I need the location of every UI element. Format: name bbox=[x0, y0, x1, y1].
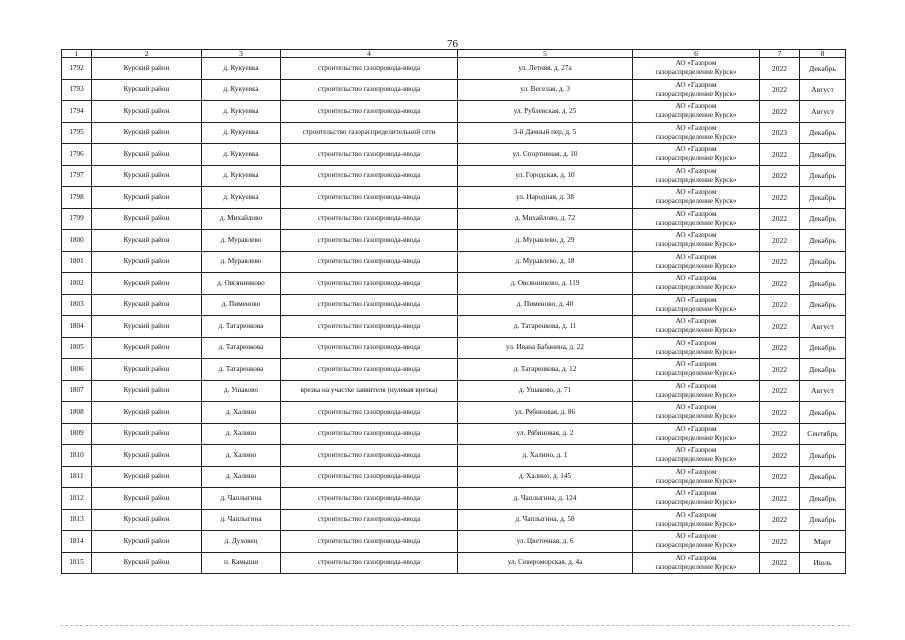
table-row bbox=[62, 208, 846, 230]
district-cell: Курский район bbox=[92, 423, 202, 445]
organization-line-1: АО «Газпром bbox=[675, 59, 717, 68]
organization-cell bbox=[633, 509, 760, 531]
settlement-cell: д. Чаплыгина bbox=[202, 488, 281, 510]
work-type-cell: строительство газопровода-ввода bbox=[281, 101, 458, 123]
work-type-cell: строительство газопровода-ввода bbox=[281, 144, 458, 166]
address-cell: д. Татаренкова, д. 11 bbox=[458, 316, 633, 338]
table-row bbox=[62, 466, 846, 488]
district-cell: Курский район bbox=[92, 79, 202, 101]
row-number-cell: 1802 bbox=[62, 273, 92, 295]
settlement-cell: д. Татаренкова bbox=[202, 337, 281, 359]
table-row bbox=[62, 144, 846, 166]
settlement-cell: д. Чаплыгина bbox=[202, 509, 281, 531]
table-row bbox=[62, 101, 846, 123]
organization-line-2: газораспределение Курск» bbox=[655, 304, 737, 313]
row-number-cell: 1799 bbox=[62, 208, 92, 230]
organization-line-1: АО «Газпром bbox=[675, 403, 717, 412]
organization-cell bbox=[633, 208, 760, 230]
organization-line-2: газораспределение Курск» bbox=[655, 218, 737, 227]
address-cell: ул. Североморская, д. 4а bbox=[458, 552, 633, 574]
address-cell: д. Татаренкова, д. 12 bbox=[458, 359, 633, 381]
year-cell: 2022 bbox=[760, 101, 800, 123]
row-number-cell: 1805 bbox=[62, 337, 92, 359]
gasification-schedule-table bbox=[61, 49, 846, 574]
table-row bbox=[62, 294, 846, 316]
district-cell: Курский район bbox=[92, 165, 202, 187]
organization-line-2: газораспределение Курск» bbox=[655, 240, 737, 249]
table-row bbox=[62, 316, 846, 338]
settlement-cell: д. Кукуевка bbox=[202, 101, 281, 123]
month-cell: Декабрь bbox=[800, 294, 846, 316]
month-cell: Сентябрь bbox=[800, 423, 846, 445]
page-number: 76 bbox=[447, 38, 458, 50]
year-cell: 2022 bbox=[760, 445, 800, 467]
row-number-cell: 1795 bbox=[62, 122, 92, 144]
page-bottom-artifact bbox=[60, 625, 850, 626]
work-type-cell: строительство газопровода-ввода bbox=[281, 552, 458, 574]
district-cell: Курский район bbox=[92, 230, 202, 252]
organization-line-1: АО «Газпром bbox=[675, 532, 717, 541]
organization-line-2: газораспределение Курск» bbox=[655, 433, 737, 442]
column-number: 3 bbox=[202, 50, 281, 58]
district-cell: Курский район bbox=[92, 101, 202, 123]
table-row bbox=[62, 552, 846, 574]
table-row bbox=[62, 531, 846, 553]
month-cell: Март bbox=[800, 531, 846, 553]
organization-cell bbox=[633, 531, 760, 553]
settlement-cell: д. Муравлево bbox=[202, 251, 281, 273]
year-cell: 2022 bbox=[760, 294, 800, 316]
settlement-cell: д. Халино bbox=[202, 423, 281, 445]
work-type-cell: строительство газопровода-ввода bbox=[281, 359, 458, 381]
district-cell: Курский район bbox=[92, 294, 202, 316]
row-number-cell: 1792 bbox=[62, 58, 92, 80]
organization-line-1: АО «Газпром bbox=[675, 166, 717, 175]
year-cell: 2022 bbox=[760, 251, 800, 273]
month-cell: Декабрь bbox=[800, 359, 846, 381]
settlement-cell: д. Ушаково bbox=[202, 380, 281, 402]
month-cell: Декабрь bbox=[800, 273, 846, 295]
district-cell: Курский район bbox=[92, 251, 202, 273]
year-cell: 2022 bbox=[760, 273, 800, 295]
organization-line-2: газораспределение Курск» bbox=[655, 412, 737, 421]
year-cell: 2022 bbox=[760, 208, 800, 230]
district-cell: Курский район bbox=[92, 552, 202, 574]
table-row bbox=[62, 337, 846, 359]
settlement-cell: д. Татаренкова bbox=[202, 359, 281, 381]
year-cell: 2023 bbox=[760, 122, 800, 144]
organization-line-1: АО «Газпром bbox=[675, 102, 717, 111]
table-row bbox=[62, 273, 846, 295]
organization-cell bbox=[633, 122, 760, 144]
year-cell: 2022 bbox=[760, 488, 800, 510]
organization-cell bbox=[633, 273, 760, 295]
table-row bbox=[62, 488, 846, 510]
district-cell: Курский район bbox=[92, 273, 202, 295]
work-type-cell: строительство газопровода-ввода bbox=[281, 509, 458, 531]
address-cell: 3-й Дачный пер, д. 5 bbox=[458, 122, 633, 144]
table-row bbox=[62, 187, 846, 209]
organization-line-2: газораспределение Курск» bbox=[655, 89, 737, 98]
table-row bbox=[62, 58, 846, 80]
row-number-cell: 1815 bbox=[62, 552, 92, 574]
address-cell: д. Чаплыгина, д. 58 bbox=[458, 509, 633, 531]
address-cell: д. Муравлево, д. 18 bbox=[458, 251, 633, 273]
table-row bbox=[62, 445, 846, 467]
month-cell: Декабрь bbox=[800, 488, 846, 510]
year-cell: 2022 bbox=[760, 552, 800, 574]
row-number-cell: 1803 bbox=[62, 294, 92, 316]
table-row bbox=[62, 423, 846, 445]
district-cell: Курский район bbox=[92, 58, 202, 80]
address-cell: ул. Народная, д. 38 bbox=[458, 187, 633, 209]
work-type-cell: строительство газораспределительной сети bbox=[281, 122, 458, 144]
row-number-cell: 1798 bbox=[62, 187, 92, 209]
organization-line-1: АО «Газпром bbox=[675, 510, 717, 519]
year-cell: 2022 bbox=[760, 509, 800, 531]
organization-cell bbox=[633, 165, 760, 187]
settlement-cell: д. Кукуевка bbox=[202, 144, 281, 166]
address-cell: д. Халино, д. 145 bbox=[458, 466, 633, 488]
address-cell: ул. Летняя, д. 27а bbox=[458, 58, 633, 80]
month-cell: Декабрь bbox=[800, 165, 846, 187]
address-cell: ул. Рябиновая, д. 2 bbox=[458, 423, 633, 445]
work-type-cell: строительство газопровода-ввода bbox=[281, 208, 458, 230]
organization-line-2: газораспределение Курск» bbox=[655, 68, 737, 77]
work-type-cell: врезка на участке заявителя (нулевая врезка) bbox=[281, 380, 458, 402]
work-type-cell: строительство газопровода-ввода bbox=[281, 488, 458, 510]
organization-line-2: газораспределение Курск» bbox=[655, 476, 737, 485]
work-type-cell: строительство газопровода-ввода bbox=[281, 58, 458, 80]
organization-line-1: АО «Газпром bbox=[675, 489, 717, 498]
organization-cell bbox=[633, 144, 760, 166]
district-cell: Курский район bbox=[92, 359, 202, 381]
year-cell: 2022 bbox=[760, 58, 800, 80]
row-number-cell: 1807 bbox=[62, 380, 92, 402]
organization-cell bbox=[633, 187, 760, 209]
organization-cell bbox=[633, 251, 760, 273]
row-number-cell: 1793 bbox=[62, 79, 92, 101]
row-number-cell: 1812 bbox=[62, 488, 92, 510]
organization-line-1: АО «Газпром bbox=[675, 360, 717, 369]
organization-line-1: АО «Газпром bbox=[675, 252, 717, 261]
column-number: 4 bbox=[281, 50, 458, 58]
year-cell: 2022 bbox=[760, 359, 800, 381]
column-number: 6 bbox=[633, 50, 760, 58]
organization-line-2: газораспределение Курск» bbox=[655, 261, 737, 270]
month-cell: Декабрь bbox=[800, 122, 846, 144]
table-row bbox=[62, 402, 846, 424]
address-cell: ул. Рябиновая, д. 86 bbox=[458, 402, 633, 424]
year-cell: 2022 bbox=[760, 466, 800, 488]
district-cell: Курский район bbox=[92, 316, 202, 338]
month-cell: Август bbox=[800, 79, 846, 101]
work-type-cell: строительство газопровода-ввода bbox=[281, 294, 458, 316]
row-number-cell: 1804 bbox=[62, 316, 92, 338]
work-type-cell: строительство газопровода-ввода bbox=[281, 445, 458, 467]
organization-cell bbox=[633, 230, 760, 252]
table-row bbox=[62, 165, 846, 187]
settlement-cell: д. Кукуевка bbox=[202, 79, 281, 101]
organization-cell bbox=[633, 380, 760, 402]
address-cell: ул. Цветочная, д. 6 bbox=[458, 531, 633, 553]
organization-line-2: газораспределение Курск» bbox=[655, 347, 737, 356]
table-row bbox=[62, 230, 846, 252]
address-cell: ул. Рублевская, д. 25 bbox=[458, 101, 633, 123]
district-cell: Курский район bbox=[92, 445, 202, 467]
settlement-cell: д. Татаренкова bbox=[202, 316, 281, 338]
organization-cell bbox=[633, 316, 760, 338]
work-type-cell: строительство газопровода-ввода bbox=[281, 337, 458, 359]
work-type-cell: строительство газопровода-ввода bbox=[281, 187, 458, 209]
row-number-cell: 1808 bbox=[62, 402, 92, 424]
month-cell: Декабрь bbox=[800, 187, 846, 209]
address-cell: ул. Веселая, д. 3 bbox=[458, 79, 633, 101]
work-type-cell: строительство газопровода-ввода bbox=[281, 316, 458, 338]
address-cell: д. Ушаково, д. 71 bbox=[458, 380, 633, 402]
organization-line-2: газораспределение Курск» bbox=[655, 197, 737, 206]
year-cell: 2022 bbox=[760, 165, 800, 187]
organization-cell bbox=[633, 359, 760, 381]
district-cell: Курский район bbox=[92, 187, 202, 209]
row-number-cell: 1800 bbox=[62, 230, 92, 252]
settlement-cell: д. Кукуевка bbox=[202, 187, 281, 209]
row-number-cell: 1813 bbox=[62, 509, 92, 531]
settlement-cell: д. Кукуевка bbox=[202, 58, 281, 80]
organization-cell bbox=[633, 79, 760, 101]
district-cell: Курский район bbox=[92, 144, 202, 166]
work-type-cell: строительство газопровода-ввода bbox=[281, 423, 458, 445]
year-cell: 2022 bbox=[760, 402, 800, 424]
table-row bbox=[62, 359, 846, 381]
organization-line-1: АО «Газпром bbox=[675, 231, 717, 240]
district-cell: Курский район bbox=[92, 337, 202, 359]
address-cell: д. Пименово, д. 40 bbox=[458, 294, 633, 316]
settlement-cell: д. Халино bbox=[202, 402, 281, 424]
row-number-cell: 1794 bbox=[62, 101, 92, 123]
settlement-cell: д. Халино bbox=[202, 445, 281, 467]
district-cell: Курский район bbox=[92, 380, 202, 402]
row-number-cell: 1809 bbox=[62, 423, 92, 445]
address-cell: ул. Ивана Бабанина, д. 22 bbox=[458, 337, 633, 359]
organization-line-2: газораспределение Курск» bbox=[655, 326, 737, 335]
district-cell: Курский район bbox=[92, 466, 202, 488]
organization-line-1: АО «Газпром bbox=[675, 553, 717, 562]
settlement-cell: д. Кукуевка bbox=[202, 165, 281, 187]
organization-line-1: АО «Газпром bbox=[675, 80, 717, 89]
organization-line-2: газораспределение Курск» bbox=[655, 154, 737, 163]
organization-line-2: газораспределение Курск» bbox=[655, 132, 737, 141]
organization-cell bbox=[633, 101, 760, 123]
table-row bbox=[62, 509, 846, 531]
table-row bbox=[62, 79, 846, 101]
organization-line-1: АО «Газпром bbox=[675, 295, 717, 304]
organization-line-1: АО «Газпром bbox=[675, 424, 717, 433]
row-number-cell: 1797 bbox=[62, 165, 92, 187]
row-number-cell: 1810 bbox=[62, 445, 92, 467]
district-cell: Курский район bbox=[92, 531, 202, 553]
month-cell: Июль bbox=[800, 552, 846, 574]
month-cell: Август bbox=[800, 380, 846, 402]
settlement-cell: д. Духовец bbox=[202, 531, 281, 553]
organization-line-1: АО «Газпром bbox=[675, 317, 717, 326]
address-cell: д. Овсянниково, д. 119 bbox=[458, 273, 633, 295]
work-type-cell: строительство газопровода-ввода bbox=[281, 165, 458, 187]
month-cell: Декабрь bbox=[800, 445, 846, 467]
organization-line-1: АО «Газпром bbox=[675, 123, 717, 132]
year-cell: 2022 bbox=[760, 337, 800, 359]
district-cell: Курский район bbox=[92, 122, 202, 144]
settlement-cell: д. Овсянниково bbox=[202, 273, 281, 295]
table-row bbox=[62, 380, 846, 402]
organization-line-2: газораспределение Курск» bbox=[655, 519, 737, 528]
row-number-cell: 1801 bbox=[62, 251, 92, 273]
work-type-cell: строительство газопровода-ввода bbox=[281, 273, 458, 295]
organization-line-2: газораспределение Курск» bbox=[655, 175, 737, 184]
work-type-cell: строительство газопровода-ввода bbox=[281, 230, 458, 252]
address-cell: ул. Городская, д. 10 bbox=[458, 165, 633, 187]
organization-line-1: АО «Газпром bbox=[675, 274, 717, 283]
settlement-cell: д. Михайлово bbox=[202, 208, 281, 230]
month-cell: Декабрь bbox=[800, 337, 846, 359]
settlement-cell: д. Халино bbox=[202, 466, 281, 488]
settlement-cell: п. Камыши bbox=[202, 552, 281, 574]
organization-line-1: АО «Газпром bbox=[675, 446, 717, 455]
organization-line-2: газораспределение Курск» bbox=[655, 498, 737, 507]
settlement-cell: д. Кукуевка bbox=[202, 122, 281, 144]
month-cell: Декабрь bbox=[800, 144, 846, 166]
organization-line-1: АО «Газпром bbox=[675, 209, 717, 218]
organization-cell bbox=[633, 337, 760, 359]
row-number-cell: 1814 bbox=[62, 531, 92, 553]
year-cell: 2022 bbox=[760, 380, 800, 402]
organization-cell bbox=[633, 445, 760, 467]
table-body bbox=[62, 58, 846, 574]
organization-line-1: АО «Газпром bbox=[675, 467, 717, 476]
column-number-row bbox=[62, 50, 846, 58]
table-row bbox=[62, 122, 846, 144]
organization-line-2: газораспределение Курск» bbox=[655, 455, 737, 464]
month-cell: Декабрь bbox=[800, 58, 846, 80]
settlement-cell: д. Пименово bbox=[202, 294, 281, 316]
organization-line-2: газораспределение Курск» bbox=[655, 283, 737, 292]
settlement-cell: д. Муравлево bbox=[202, 230, 281, 252]
organization-line-2: газораспределение Курск» bbox=[655, 111, 737, 120]
organization-cell bbox=[633, 552, 760, 574]
organization-line-1: АО «Газпром bbox=[675, 188, 717, 197]
year-cell: 2022 bbox=[760, 79, 800, 101]
month-cell: Декабрь bbox=[800, 402, 846, 424]
year-cell: 2022 bbox=[760, 531, 800, 553]
column-number: 8 bbox=[800, 50, 846, 58]
organization-cell bbox=[633, 466, 760, 488]
address-cell: д. Чаплыгина, д. 124 bbox=[458, 488, 633, 510]
organization-cell bbox=[633, 58, 760, 80]
column-number: 2 bbox=[92, 50, 202, 58]
column-number: 5 bbox=[458, 50, 633, 58]
month-cell: Декабрь bbox=[800, 251, 846, 273]
organization-line-2: газораспределение Курск» bbox=[655, 562, 737, 571]
work-type-cell: строительство газопровода-ввода bbox=[281, 466, 458, 488]
organization-cell bbox=[633, 294, 760, 316]
address-cell: ул. Спортивная, д. 10 bbox=[458, 144, 633, 166]
organization-line-1: АО «Газпром bbox=[675, 381, 717, 390]
table-row bbox=[62, 251, 846, 273]
organization-line-1: АО «Газпром bbox=[675, 145, 717, 154]
address-cell: д. Михайлово, д. 72 bbox=[458, 208, 633, 230]
district-cell: Курский район bbox=[92, 402, 202, 424]
organization-line-1: АО «Газпром bbox=[675, 338, 717, 347]
column-number: 7 bbox=[760, 50, 800, 58]
month-cell: Август bbox=[800, 101, 846, 123]
district-cell: Курский район bbox=[92, 208, 202, 230]
year-cell: 2022 bbox=[760, 423, 800, 445]
work-type-cell: строительство газопровода-ввода bbox=[281, 79, 458, 101]
row-number-cell: 1806 bbox=[62, 359, 92, 381]
column-number: 1 bbox=[62, 50, 92, 58]
year-cell: 2022 bbox=[760, 144, 800, 166]
row-number-cell: 1811 bbox=[62, 466, 92, 488]
district-cell: Курский район bbox=[92, 509, 202, 531]
address-cell: д. Муравлево, д. 29 bbox=[458, 230, 633, 252]
year-cell: 2022 bbox=[760, 316, 800, 338]
month-cell: Декабрь bbox=[800, 230, 846, 252]
month-cell: Декабрь bbox=[800, 466, 846, 488]
organization-cell bbox=[633, 423, 760, 445]
work-type-cell: строительство газопровода-ввода bbox=[281, 531, 458, 553]
organization-line-2: газораспределение Курск» bbox=[655, 541, 737, 550]
address-cell: д. Халино, д. 1 bbox=[458, 445, 633, 467]
row-number-cell: 1796 bbox=[62, 144, 92, 166]
district-cell: Курский район bbox=[92, 488, 202, 510]
month-cell: Декабрь bbox=[800, 208, 846, 230]
organization-line-2: газораспределение Курск» bbox=[655, 369, 737, 378]
organization-line-2: газораспределение Курск» bbox=[655, 390, 737, 399]
month-cell: Декабрь bbox=[800, 509, 846, 531]
work-type-cell: строительство газопровода-ввода bbox=[281, 251, 458, 273]
organization-cell bbox=[633, 488, 760, 510]
year-cell: 2022 bbox=[760, 187, 800, 209]
year-cell: 2022 bbox=[760, 230, 800, 252]
month-cell: Август bbox=[800, 316, 846, 338]
work-type-cell: строительство газопровода-ввода bbox=[281, 402, 458, 424]
organization-cell bbox=[633, 402, 760, 424]
